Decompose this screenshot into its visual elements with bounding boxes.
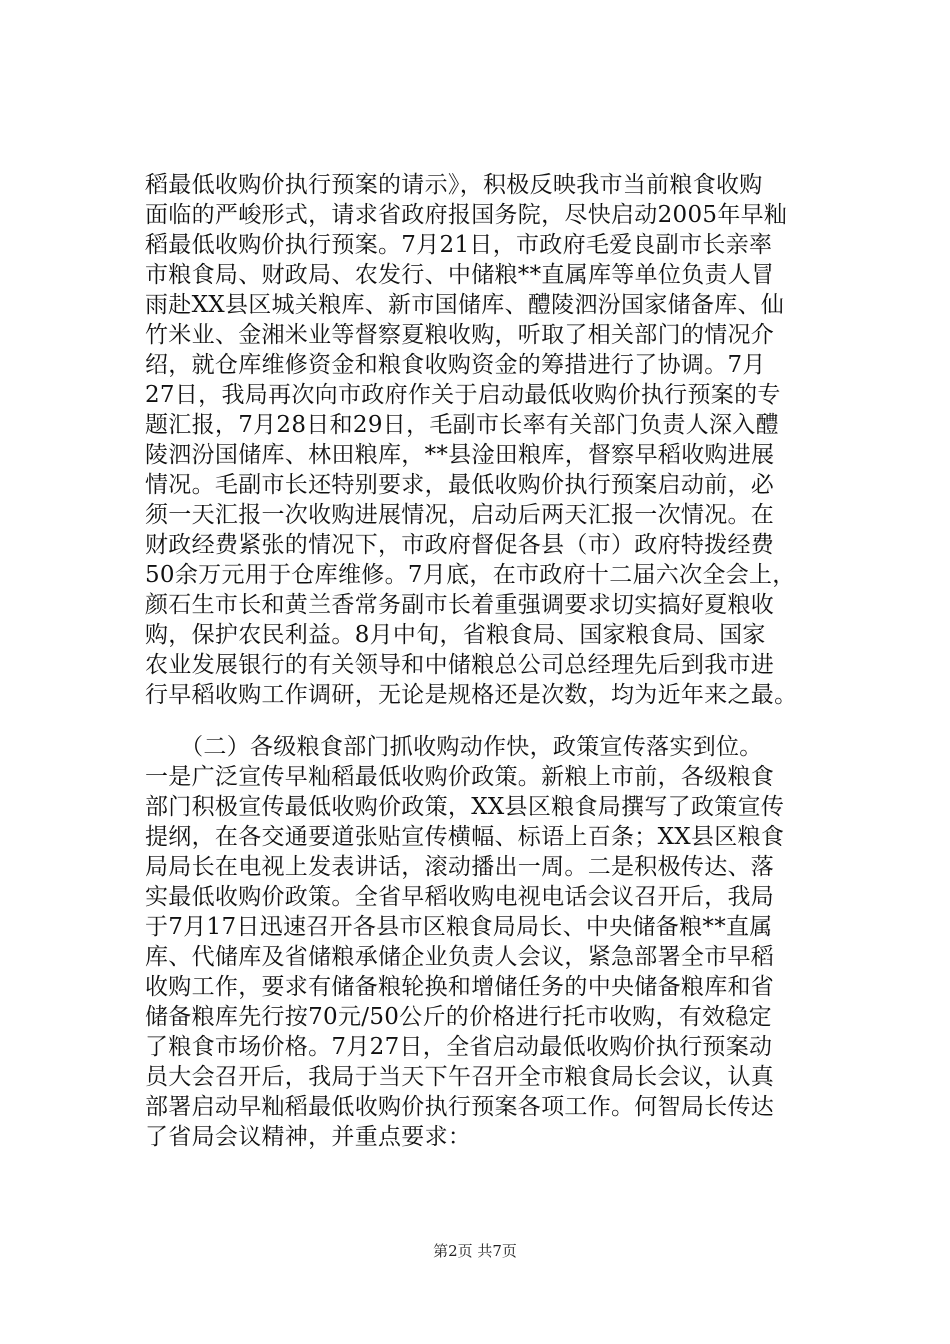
text-line: 员大会召开后，我局于当天下午召开全市粮食局长会议，认真: [145, 1064, 775, 1090]
text-line: 行早稻收购工作调研，无论是规格还是次数，均为近年来之最。: [145, 682, 798, 708]
text-line: 绍，就仓库维修资金和粮食收购资金的筹措进行了协调。7月: [145, 352, 766, 378]
text-line: 颜石生市长和黄兰香常务副市长着重强调要求切实搞好夏粮收: [145, 592, 775, 618]
paragraph-gap: [145, 710, 825, 732]
text-line: 部署启动早籼稻最低收购价执行预案各项工作。何智局长传达: [145, 1094, 775, 1120]
text-line: 面临的严峻形式，请求省政府报国务院，尽快启动2005年早籼: [145, 202, 788, 228]
page-number: 第2页 共7页: [433, 1242, 517, 1260]
text-line: 了省局会议精神，并重点要求：: [145, 1124, 472, 1150]
text-line: 购，保护农民利益。8月中旬，省粮食局、国家粮食局、国家: [145, 622, 766, 648]
body-text: [145, 170, 825, 1152]
text-line: 竹米业、金湘米业等督察夏粮收购，听取了相关部门的情况介: [145, 322, 775, 348]
page-footer: [0, 1240, 950, 1261]
paragraph-1: [145, 170, 825, 710]
text-line: 实最低收购价政策。全省早稻收购电视电话会议召开后，我局: [145, 884, 775, 910]
text-line: 一是广泛宣传早籼稻最低收购价政策。新粮上市前，各级粮食: [145, 764, 775, 790]
text-line: 稻最低收购价执行预案。7月21日，市政府毛爱良副市长亲率: [145, 232, 773, 258]
paragraph-2: [145, 732, 825, 1152]
text-line: 市粮食局、财政局、农发行、中储粮**直属库等单位负责人冒: [145, 262, 775, 288]
text-line: 收购工作，要求有储备粮轮换和增储任务的中央储备粮库和省: [145, 974, 775, 1000]
text-line: 库、代储库及省储粮承储企业负责人会议，紧急部署全市早稻: [145, 944, 775, 970]
text-line: 稻最低收购价执行预案的请示》，积极反映我市当前粮食收购: [145, 172, 763, 198]
text-line: 农业发展银行的有关领导和中储粮总公司总经理先后到我市进: [145, 652, 775, 678]
text-line: 须一天汇报一次收购进展情况，启动后两天汇报一次情况。在: [145, 502, 775, 528]
text-line: 雨赴XX县区城关粮库、新市国储库、醴陵泗汾国家储备库、仙: [145, 292, 785, 318]
text-line: 于7月17日迅速召开各县市区粮食局局长、中央储备粮**直属: [145, 914, 773, 940]
text-line: 题汇报，7月28日和29日，毛副市长率有关部门负责人深入醴: [145, 412, 779, 438]
text-line: 财政经费紧张的情况下，市政府督促各县（市）政府特拨经费: [145, 532, 775, 558]
text-line: 了粮食市场价格。7月27日，全省启动最低收购价执行预案动: [145, 1034, 773, 1060]
text-line: （二）各级粮食部门抓收购动作快，政策宣传落实到位。: [145, 734, 763, 760]
text-line: 提纲，在各交通要道张贴宣传横幅、标语上百条；XX县区粮食: [145, 824, 785, 850]
text-line: 陵泗汾国储库、林田粮库，**县淦田粮库，督察早稻收购进展: [145, 442, 775, 468]
text-line: 储备粮库先行按70元/50公斤的价格进行托市收购，有效稳定: [145, 1004, 772, 1030]
text-line: 局局长在电视上发表讲话，滚动播出一周。二是积极传达、落: [145, 854, 775, 880]
text-line: 27日，我局再次向市政府作关于启动最低收购价执行预案的专: [145, 382, 781, 408]
text-line: 情况。毛副市长还特别要求，最低收购价执行预案启动前，必: [145, 472, 775, 498]
text-line: 部门积极宣传最低收购价政策，XX县区粮食局撰写了政策宣传: [145, 794, 785, 820]
text-line: 50余万元用于仓库维修。7月底，在市政府十二届六次全会上，: [145, 562, 796, 588]
